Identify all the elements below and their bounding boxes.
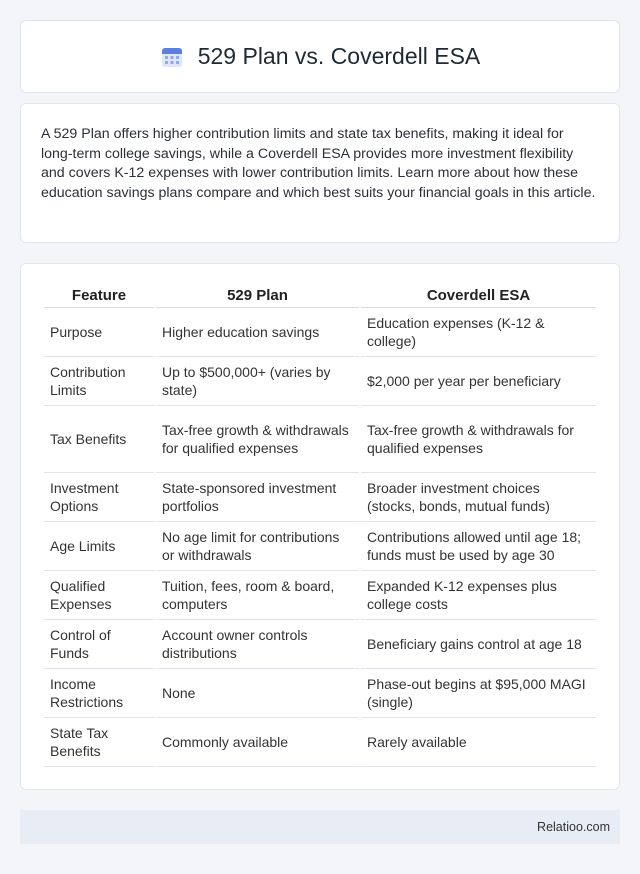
- table-row: [44, 669, 596, 718]
- plan529-cell: None: [156, 669, 359, 718]
- feature-cell: State Tax Benefits: [44, 718, 154, 767]
- table-header-row: [44, 284, 596, 308]
- table-row: [44, 308, 596, 357]
- feature-cell: Contribution Limits: [44, 357, 154, 406]
- plan529-cell: State-sponsored investment portfolios: [156, 473, 359, 522]
- source-link[interactable]: Relatioo.com: [537, 820, 610, 834]
- plan529-cell: Tuition, fees, room & board, computers: [156, 571, 359, 620]
- plan529-cell: Account owner controls distributions: [156, 620, 359, 669]
- table-row: [44, 620, 596, 669]
- coverdell-cell: Tax-free growth & withdrawals for qualified expenses: [361, 406, 596, 473]
- intro-text: A 529 Plan offers higher contribution limits and state tax benefits, making it ideal for long-term college savings, while a Coverdell ESA provides more investment flexibility and covers K-12 expenses with lower contribution limits. Learn more about how these education savings plans compare and which best suits your financial goals in this article.: [41, 126, 596, 201]
- coverdell-cell: Education expenses (K-12 & college): [361, 308, 596, 357]
- table-row: [44, 473, 596, 522]
- table-row: [44, 522, 596, 571]
- coverdell-cell: Broader investment choices (stocks, bonds, mutual funds): [361, 473, 596, 522]
- coverdell-cell: Expanded K-12 expenses plus college costs: [361, 571, 596, 620]
- header-529-plan: 529 Plan: [156, 284, 359, 308]
- plan529-cell: No age limit for contributions or withdrawals: [156, 522, 359, 571]
- plan529-cell: Up to $500,000+ (varies by state): [156, 357, 359, 406]
- page-title: 529 Plan vs. Coverdell ESA: [197, 43, 481, 69]
- title-card: [20, 20, 620, 93]
- table-row: [44, 406, 596, 473]
- feature-cell: Tax Benefits: [44, 406, 154, 473]
- coverdell-cell: Phase-out begins at $95,000 MAGI (single): [361, 669, 596, 718]
- calendar-icon: [160, 45, 184, 69]
- feature-cell: Income Restrictions: [44, 669, 154, 718]
- comparison-table: [42, 284, 598, 767]
- table-row: [44, 718, 596, 767]
- comparison-card: [20, 263, 620, 790]
- feature-cell: Purpose: [44, 308, 154, 357]
- header-feature: Feature: [44, 284, 154, 308]
- feature-cell: Investment Options: [44, 473, 154, 522]
- feature-cell: Qualified Expenses: [44, 571, 154, 620]
- plan529-cell: Tax-free growth & withdrawals for qualified expenses: [156, 406, 359, 473]
- coverdell-cell: Beneficiary gains control at age 18: [361, 620, 596, 669]
- table-row: [44, 357, 596, 406]
- coverdell-cell: $2,000 per year per beneficiary: [361, 357, 596, 406]
- footer: [20, 810, 620, 844]
- feature-cell: Age Limits: [44, 522, 154, 571]
- intro-card: [20, 103, 620, 243]
- feature-cell: Control of Funds: [44, 620, 154, 669]
- coverdell-cell: Contributions allowed until age 18; funds must be used by age 30: [361, 522, 596, 571]
- table-row: [44, 571, 596, 620]
- plan529-cell: Commonly available: [156, 718, 359, 767]
- coverdell-cell: Rarely available: [361, 718, 596, 767]
- plan529-cell: Higher education savings: [156, 308, 359, 357]
- header-coverdell-esa: Coverdell ESA: [361, 284, 596, 308]
